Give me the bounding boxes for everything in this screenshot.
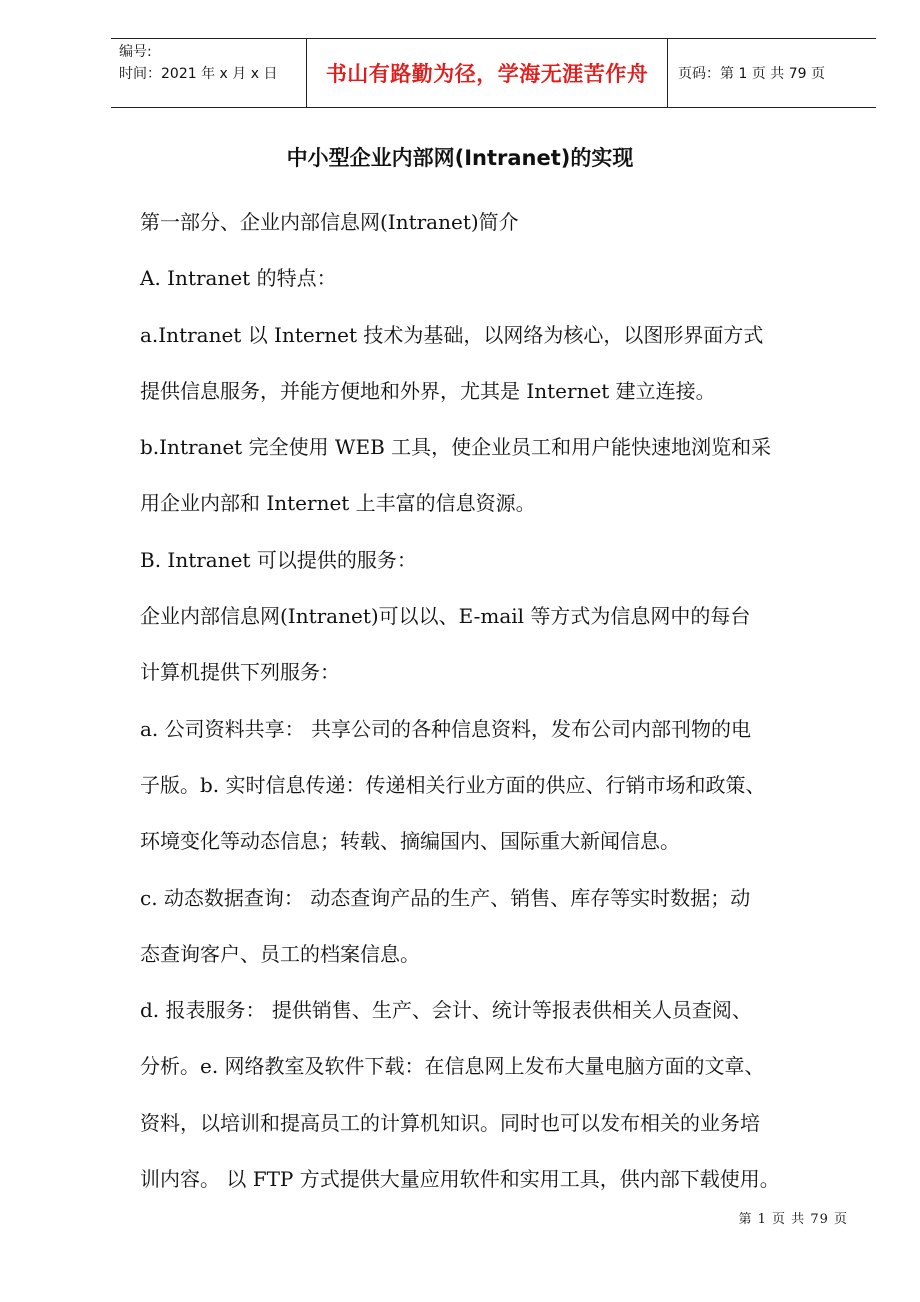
body-line: 分析。e. 网络教室及软件下载：在信息网上发布大量电脑方面的文章、 [140,1054,765,1079]
body-line: 提供信息服务，并能方便地和外界，尤其是 Internet 建立连接。 [140,378,716,403]
body-line: 资料，以培训和提高员工的计算机知识。同时也可以发布相关的业务培 [140,1110,760,1135]
body-line: 计算机提供下列服务： [140,660,340,685]
document-title: 中小型企业内部网(Intranet)的实现 [286,146,634,170]
body-line: 环境变化等动态信息；转载、摘编国内、国际重大新闻信息。 [140,829,680,854]
body-line: a. 公司资料共享： 共享公司的各种信息资料，发布公司内部刊物的电 [140,716,751,741]
body-line: A. Intranet 的特点： [140,266,337,291]
body-line: B. Intranet 可以提供的服务： [140,547,417,572]
body-line: 第一部分、企业内部信息网(Intranet)简介 [140,210,519,234]
serial-label: 编号: [119,44,152,60]
header-motto [306,39,668,107]
page-header [111,38,876,108]
body-line: d. 报表服务： 提供销售、生产、会计、统计等报表供相关人员查阅、 [140,998,752,1023]
header-meta [111,39,306,107]
body-line: 态查询客户、员工的档案信息。 [140,941,420,966]
body-line: 用企业内部和 Internet 上丰富的信息资源。 [140,491,536,516]
motto-text: 书山有路勤为径，学海无涯苦作舟 [325,62,649,86]
time-label: 时间：2021 年 x 月 x 日 [119,66,278,82]
body-line: 训内容。 以 FTP 方式提供大量应用软件和实用工具，供内部下载使用。 [140,1167,780,1192]
body-line: 子版。b. 实时信息传递：传递相关行业方面的供应、行销市场和政策、 [140,772,766,797]
document-body [140,194,860,1207]
body-line: 企业内部信息网(Intranet)可以以、E-mail 等方式为信息网中的每台 [140,604,751,629]
body-line: b.Intranet 完全使用 WEB 工具，使企业员工和用户能快速地浏览和采 [140,435,772,460]
page-footer [0,1208,848,1227]
page-info-text: 页码：第 1 页 共 79 页 [678,66,825,82]
body-line: a.Intranet 以 Internet 技术为基础，以网络为核心，以图形界面方式 [140,322,764,347]
body-line: c. 动态数据查询： 动态查询产品的生产、销售、库存等实时数据；动 [140,885,751,910]
header-page-info [668,39,876,107]
footer-page-number: 第 1 页 共 79 页 [738,1212,848,1227]
